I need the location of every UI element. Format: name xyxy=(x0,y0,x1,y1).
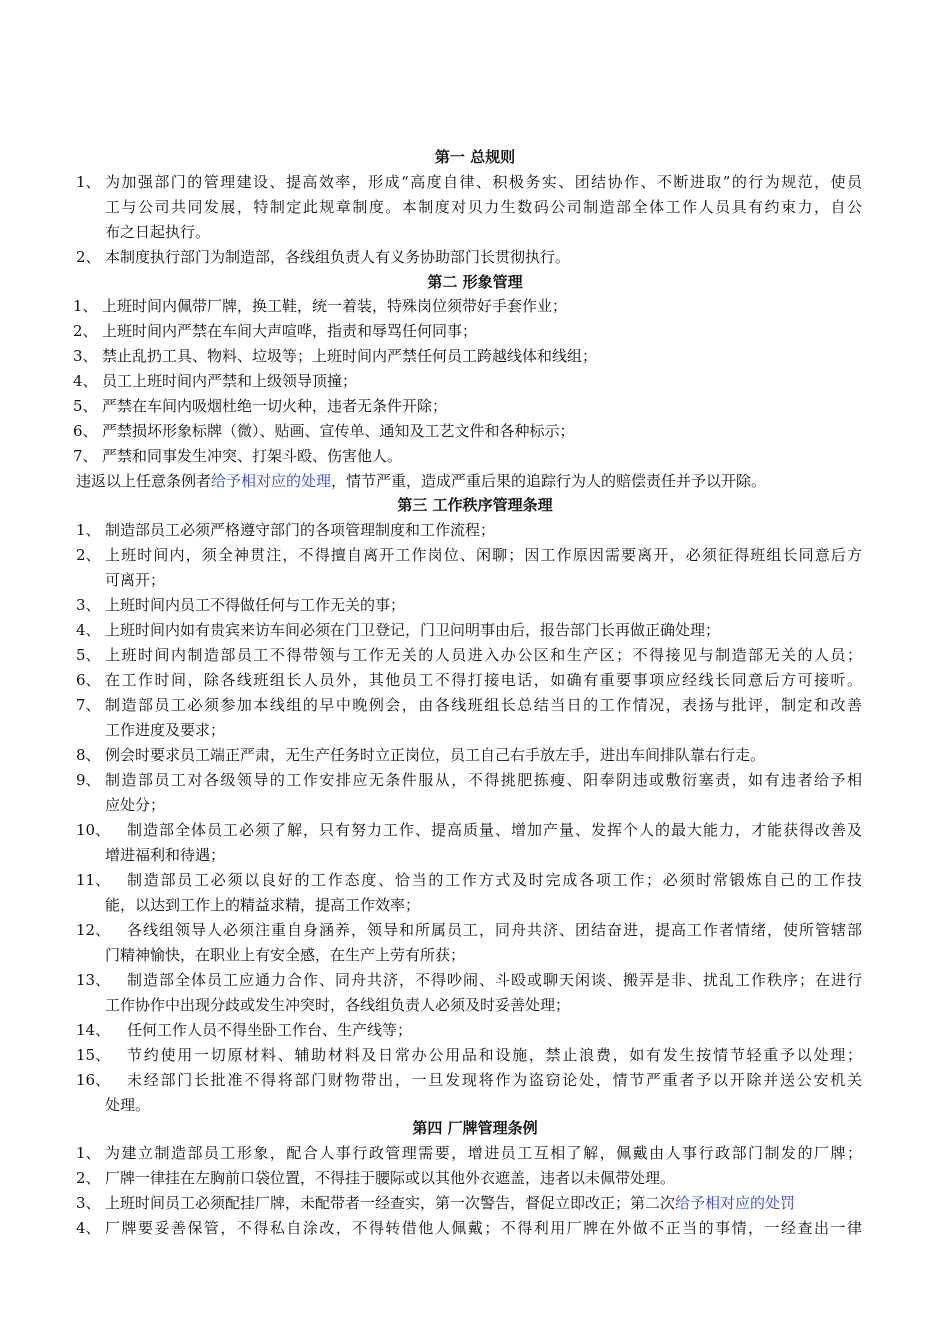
item-line: 上班时间内员工不得做任何与工作无关的事； xyxy=(105,596,406,614)
item-number: 10、 xyxy=(76,821,111,839)
section-title: 第三 工作秩序管理条理 xyxy=(397,496,553,514)
item-line: 各线组领导人必须注重自身涵养，领导和所属员工，同舟共济、团结奋进，提高工作者情绪，使所管辖部 xyxy=(127,921,862,939)
item-line: 处理。 xyxy=(105,1096,151,1114)
penalty-note xyxy=(76,469,766,494)
item-line: 厂牌要妥善保管，不得私自涂改，不得转借他人佩戴；不得利用厂牌在外做不正当的事情，一经查出一律 xyxy=(105,1219,862,1237)
item-number: 8、 xyxy=(76,746,101,764)
item-number: 1、 xyxy=(76,173,101,191)
item-line: 厂牌一律挂在左胸前口袋位置，不得挂于腰际或以其他外衣遮盖，违者以未佩带处理。 xyxy=(105,1169,676,1187)
item-line: 应处分； xyxy=(105,796,166,814)
item-number: 1、 xyxy=(76,521,101,539)
item-line: 员工上班时间内严禁和上级领导顶撞； xyxy=(102,372,358,390)
item-line: 在工作时间，除各线班组长人员外，其他员工不得打接电话，如确有重要事项应经线长同意后方可接听。 xyxy=(105,671,862,689)
item-number: 6、 xyxy=(73,422,98,440)
item-line: 能，以达到工作上的精益求精，提高工作效率； xyxy=(105,896,421,914)
item-line: 严禁在车间内吸烟杜绝一切火种，违者无条件开除； xyxy=(102,397,448,415)
item-number: 16、 xyxy=(76,1071,111,1089)
section-title: 第四 厂牌管理条例 xyxy=(412,1119,538,1137)
item-number: 1、 xyxy=(73,297,98,315)
item-number: 4、 xyxy=(73,372,98,390)
item-line: 制造部员工对各级领导的工作安排应无条件服从，不得挑肥拣瘦、阳奉阴违或敷衍塞责，如有违者给予相 xyxy=(105,771,862,789)
item-line: 工作进度及要求； xyxy=(105,721,226,739)
item-number: 13、 xyxy=(76,971,111,989)
item-line: 制造部员工必须严格遵守部门的各项管理制度和工作流程； xyxy=(105,521,496,539)
item-line: 节约使用一切原材料、辅助材料及日常办公用品和设施，禁止浪费，如有发生按情节轻重予以处理； xyxy=(127,1046,862,1064)
item-line: 工与公司共同发展，特制定此规章制度。本制度对贝力生数码公司制造部全体工作人员具有约束力，自公 xyxy=(105,198,862,216)
section-title: 第一 总规则 xyxy=(434,148,516,166)
item-number: 9、 xyxy=(76,771,101,789)
item-line: 严禁和同事发生冲突、打架斗殴、伤害他人。 xyxy=(102,447,403,465)
item-line: 上班时间内佩带厂牌，换工鞋，统一着装，特殊岗位须带好手套作业； xyxy=(102,297,568,315)
item-number: 3、 xyxy=(76,1194,101,1212)
item-line: 为建立制造部员工形象，配合人事行政管理需要，增进员工互相了解，佩戴由人事行政部门制发的厂牌； xyxy=(105,1144,862,1162)
item-line: 上班时间内制造部员工不得带领与工作无关的人员进入办公区和生产区；不得接见与制造部无关的人员； xyxy=(105,646,862,664)
item-line: 为加强部门的管理建设、提高效率，形成“高度自律、积极务实、团结协作、不断进取”的行为规范，使员 xyxy=(105,173,862,191)
item-number: 4、 xyxy=(76,1219,101,1237)
item-line: 制造部员工必须参加本线组的早中晚例会，由各线班组长总结当日的工作情况，表扬与批评，制定和改善 xyxy=(105,696,862,714)
item-number: 2、 xyxy=(76,248,101,266)
item-number: 4、 xyxy=(76,621,101,639)
item-number: 3、 xyxy=(76,596,101,614)
item-number: 2、 xyxy=(76,546,101,564)
item-line: 制造部全体员工必须了解，只有努力工作、提高质量、增加产量、发挥个人的最大能力，才能获得改善及 xyxy=(127,821,862,839)
item-line: 上班时间内严禁在车间大声喧哗，指责和辱骂任何同事； xyxy=(102,322,478,340)
penalty-link[interactable]: 给予相对应的处理 xyxy=(211,472,332,490)
item-text: 上班时间员工必须配挂厂牌，未配带者一经查实，第一次警告，督促立即改正；第二次 xyxy=(105,1194,676,1212)
item-number: 2、 xyxy=(76,1169,101,1187)
item-line: 例会时要求员工端正严肃，无生产任务时立正岗位，员工自己右手放左手，进出车间排队靠右行走。 xyxy=(105,746,766,764)
item-line: 上班时间内如有贵宾来访车间必须在门卫登记，门卫问明事由后，报告部门长再做正确处理； xyxy=(105,621,721,639)
item-line: 未经部门长批准不得将部门财物带出，一旦发现将作为盗窃论处，情节严重者予以开除并送公安机关 xyxy=(127,1071,862,1089)
penalty-link[interactable]: 给予相对应的处罚 xyxy=(675,1194,796,1212)
item-line: 可离开； xyxy=(105,571,166,589)
item-number: 15、 xyxy=(76,1046,111,1064)
section-title: 第二 形象管理 xyxy=(427,273,523,291)
item-number: 6、 xyxy=(76,671,101,689)
item-line: 布之日起执行。 xyxy=(105,223,211,241)
item-line: 门精神愉快，在职业上有安全感，在生产上劳有所获； xyxy=(105,946,466,964)
note-text: 违返以上任意条例者 xyxy=(76,472,212,490)
item-number: 14、 xyxy=(76,1021,111,1039)
item-number: 12、 xyxy=(76,921,111,939)
item-number: 3、 xyxy=(73,347,98,365)
item-line: 禁止乱扔工具、物料、垃圾等；上班时间内严禁任何员工跨越线体和线组； xyxy=(102,347,598,365)
item-line: 上班时间内，须全神贯注，不得擅自离开工作岗位、闲聊；因工作原因需要离开，必须征得班组长同意后方 xyxy=(105,546,862,564)
item-number: 5、 xyxy=(73,397,98,415)
item-number: 7、 xyxy=(73,447,98,465)
item-number: 1、 xyxy=(76,1144,101,1162)
item-number: 2、 xyxy=(73,322,98,340)
note-text: ，情节严重，造成严重后果的追踪行为人的赔偿责任并予以开除。 xyxy=(331,472,767,490)
item-line: 严禁损坏形象标牌（微）、贴画、宣传单、通知及工艺文件和各种标示； xyxy=(102,422,575,440)
item-line: 制造部员工必须以良好的工作态度、恰当的工作方式及时完成各项工作；必须时常锻炼自己的工作技 xyxy=(127,871,862,889)
item-line: 增进福利和待遇； xyxy=(105,846,226,864)
item-line xyxy=(105,1191,795,1216)
item-number: 7、 xyxy=(76,696,101,714)
item-line: 本制度执行部门为制造部，各线组负责人有义务协助部门长贯彻执行。 xyxy=(105,248,571,266)
item-line: 制造部全体员工应通力合作、同舟共济，不得吵闹、斗殴或聊天闲谈、搬弄是非、扰乱工作秩序；在进行 xyxy=(127,971,862,989)
item-line: 任何工作人员不得坐卧工作台、生产线等； xyxy=(127,1021,413,1039)
item-line: 工作协作中出现分歧或发生冲突时，各线组负责人必须及时妥善处理； xyxy=(105,996,571,1014)
item-number: 11、 xyxy=(76,871,111,889)
item-number: 5、 xyxy=(76,646,101,664)
